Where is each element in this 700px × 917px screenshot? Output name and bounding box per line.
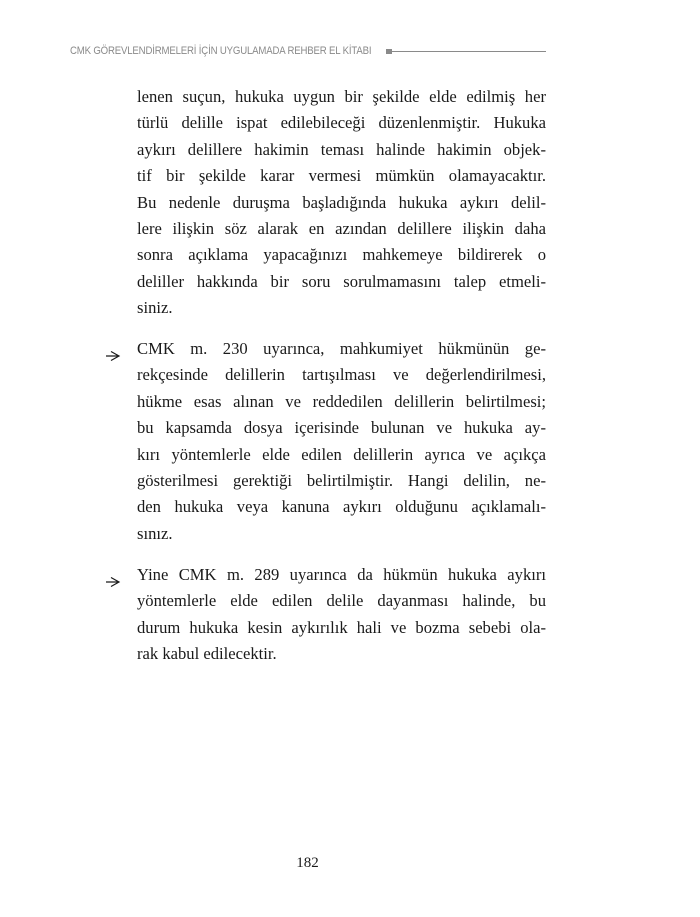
text-line: siniz. bbox=[137, 298, 173, 318]
text-line: Bu nedenle duruşma başladığında hukuka aykırı delil- bbox=[137, 192, 546, 212]
text-line: CMK m. 230 uyarınca, mahkumiyet hükmünün ge- bbox=[137, 339, 546, 358]
text-line: lenen suçun, hukuka uygun bir şekilde elde edilmiş her bbox=[137, 87, 546, 106]
text-line: deliller hakkında bir soru sorulmamasını talep etmeli- bbox=[137, 271, 546, 291]
bullet-text bbox=[137, 562, 546, 668]
text-line: durum hukuka kesin aykırılık hali ve bozma sebebi ola- bbox=[137, 617, 546, 637]
running-header-title: CMK GÖREVLENDİRMELERİ İÇİN UYGULAMADA REHBER EL KİTABI bbox=[70, 45, 372, 57]
arrow-right-icon bbox=[105, 344, 121, 356]
text-line: bu kapsamda dosya içerisinde bulunan ve hukuka ay- bbox=[137, 418, 546, 438]
header-rule-line bbox=[392, 51, 546, 52]
arrow-right-icon bbox=[105, 570, 121, 582]
text-line: kırı yöntemlerle elde edilen delillerin ayrıca ve açıkça bbox=[137, 444, 546, 464]
text-line: aykırı delillere hakimin teması halinde hakimin objek- bbox=[137, 139, 546, 159]
bullet-text bbox=[137, 336, 546, 547]
text-line: türlü delille ispat edilebileceği düzenlenmiştir. Hukuka bbox=[137, 113, 546, 133]
body-paragraph bbox=[137, 84, 546, 322]
text-line: tif bir şekilde karar vermesi mümkün olamayacaktır. bbox=[137, 166, 546, 186]
text-line: sınız. bbox=[137, 523, 173, 543]
text-line: rak kabul edilecektir. bbox=[137, 644, 277, 664]
text-line: hükme esas alınan ve reddedilen delillerin belirtilmesi; bbox=[137, 391, 546, 411]
text-line: lere ilişkin söz alarak en azından delillere ilişkin daha bbox=[137, 218, 546, 238]
page-number: 182 bbox=[296, 855, 319, 871]
text-line: Yine CMK m. 289 uyarınca da hükmün hukuka aykırı bbox=[137, 565, 546, 584]
text-line: rekçesinde delillerin tartışılması ve değerlendirilmesi, bbox=[137, 365, 546, 385]
text-line: yöntemlerle elde edilen delile dayanması halinde, bu bbox=[137, 591, 546, 611]
text-line: den hukuka veya kanuna aykırı olduğunu açıklamalı- bbox=[137, 497, 546, 517]
text-line: gösterilmesi gerektiği belirtilmiştir. Hangi delilin, ne- bbox=[137, 470, 546, 490]
text-line: sonra açıklama yapacağınızı mahkemeye bildirerek o bbox=[137, 245, 546, 265]
running-header bbox=[70, 43, 550, 59]
